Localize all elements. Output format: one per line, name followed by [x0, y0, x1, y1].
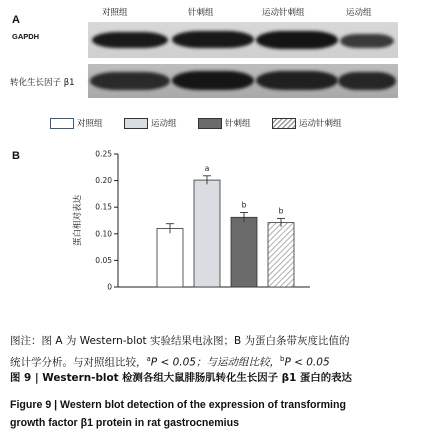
- caption-title-cn: 图 9 | Western-blot 检测各组大鼠腓肠肌转化生长因子 β1 蛋白的表达: [10, 372, 352, 384]
- tgfb1-blot: [88, 64, 398, 98]
- legend-acupuncture: [198, 117, 251, 129]
- gapdh-band-4: [340, 34, 394, 48]
- lane-label-acupuncture: 针刺组: [188, 8, 214, 18]
- legend-control: [50, 117, 103, 129]
- legend-label-exercise: 运动组: [151, 119, 177, 129]
- lane-label-exercise-acupuncture: 运动针刺组: [262, 8, 305, 18]
- gapdh-band-3: [256, 31, 338, 49]
- panel-b-letter: B: [12, 150, 20, 162]
- y-tick-label: 0: [107, 282, 112, 292]
- legend-exercise: [124, 117, 177, 129]
- tgfb1-band-1: [90, 72, 170, 90]
- y-tick-label: 0.20: [95, 176, 112, 186]
- lane-label-control: 对照组: [102, 8, 128, 18]
- blot-row-label-gapdh: GAPDH: [12, 32, 40, 41]
- y-tick-label: 0.25: [95, 149, 112, 159]
- tgfb1-band-2: [172, 71, 254, 90]
- legend-label-exercise-acupuncture: 运动针刺组: [299, 119, 342, 129]
- bar: [268, 223, 294, 287]
- significance-label: b: [278, 206, 284, 216]
- blot-row-label-tgfb1: 转化生长因子 β1: [10, 78, 75, 88]
- bar: [231, 217, 257, 287]
- gapdh-band-1: [92, 32, 168, 48]
- y-tick-label: 0.05: [95, 255, 112, 265]
- caption-title-en-line1: Figure 9 | Western blot detection of the expression of transforming: [10, 399, 346, 411]
- legend-exercise-acupuncture: [272, 117, 342, 129]
- caption-sup-a: a: [146, 355, 151, 363]
- tgfb1-band-3: [256, 71, 338, 90]
- caption-note-text: 统计学分析。与对照组比较，: [10, 356, 147, 369]
- y-axis-label: 蛋白相对表达: [73, 194, 83, 247]
- caption-note-line1: 图注：图 A 为 Western-blot 实验结果电泳图；B 为蛋白条带灰度比值的: [10, 335, 350, 347]
- legend-swatch-acupuncture: [198, 118, 222, 129]
- y-tick-label: 0.15: [95, 202, 112, 212]
- significance-label: b: [241, 200, 247, 210]
- caption-note-p1: P < 0.05；与运动组比较，: [150, 356, 280, 369]
- panel-a-letter: A: [12, 14, 20, 26]
- legend-swatch-exercise-acupuncture: [272, 118, 296, 129]
- bar-chart: [0, 142, 421, 302]
- bar: [194, 180, 220, 287]
- legend-label-control: 对照组: [77, 119, 103, 129]
- caption-sup-b: b: [279, 355, 285, 363]
- gapdh-blot: [88, 22, 398, 58]
- tgfb1-band-4: [338, 72, 396, 90]
- bar: [157, 228, 183, 287]
- legend-swatch-exercise: [124, 118, 148, 129]
- caption-note-p2: P < 0.05: [284, 356, 330, 369]
- legend-swatch-control: [50, 118, 74, 129]
- significance-label: a: [204, 163, 210, 173]
- gapdh-band-2: [172, 31, 254, 48]
- legend-label-acupuncture: 针刺组: [225, 119, 251, 129]
- y-tick-label: 0.10: [95, 229, 112, 239]
- caption-title-en-line2: growth factor β1 protein in rat gastrocnemius: [10, 417, 239, 429]
- lane-label-exercise: 运动组: [346, 8, 372, 18]
